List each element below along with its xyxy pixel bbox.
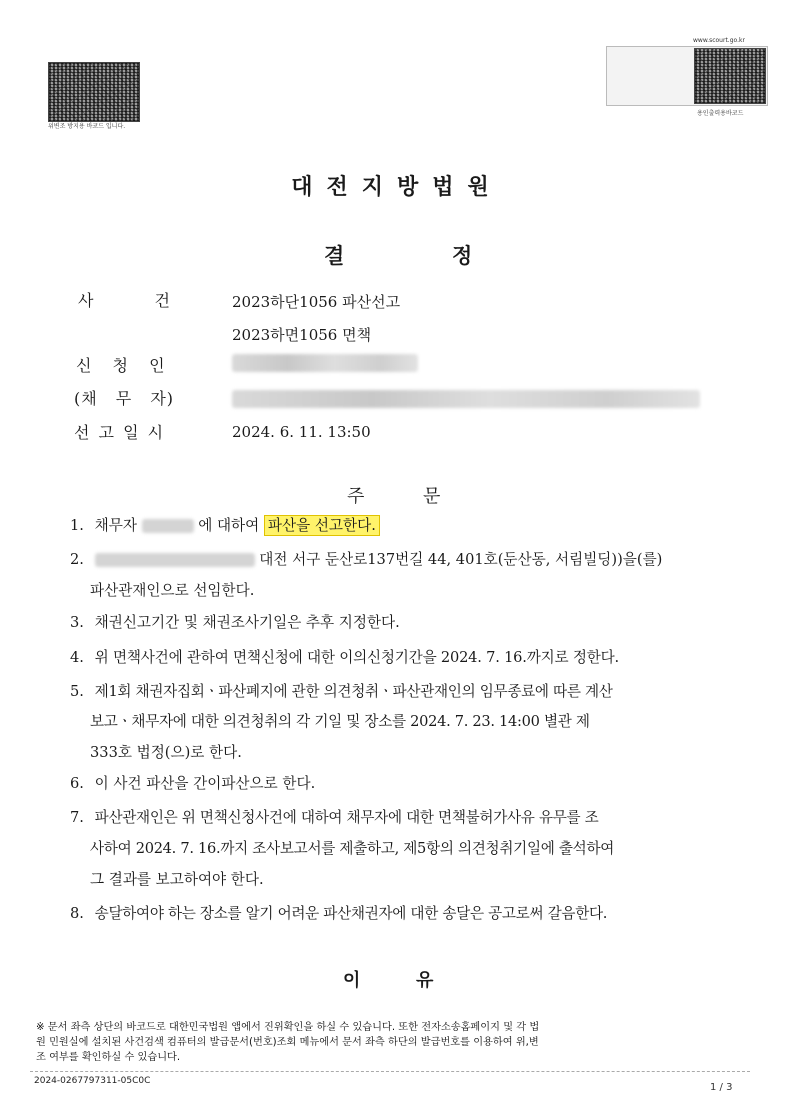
order-item-2 xyxy=(70,544,720,575)
case-label xyxy=(78,288,171,311)
item-number: 8. xyxy=(70,905,84,922)
item-number: 2. xyxy=(70,551,84,568)
item-number: 1. xyxy=(70,517,84,534)
doc-title-left: 결 xyxy=(324,244,345,268)
item-1-post: 에 대하여 xyxy=(198,517,264,534)
item-2-line-1: 대전 서구 둔산로137번길 44, 401호(둔산동, 서림빌딩))을(를) xyxy=(259,551,663,568)
order-item-5 xyxy=(70,676,750,707)
redacted-debtor-name xyxy=(142,519,194,533)
item-3-text: 채권신고기간 및 채권조사기일은 추후 지정한다. xyxy=(94,614,400,631)
order-item-1 xyxy=(70,510,720,541)
notice-line-3: 조 여부를 확인하실 수 있습니다. xyxy=(36,1052,181,1063)
item-6-text: 이 사건 파산을 간이파산으로 한다. xyxy=(94,775,316,792)
bankruptcy-declaration-highlight: 파산을 선고한다. xyxy=(264,515,380,536)
item-7-line-3: 그 결과를 보고하여야 한다. xyxy=(90,871,264,888)
item-number: 4. xyxy=(70,649,84,666)
notice-line-1: ※ 문서 좌측 상단의 바코드로 대한민국법원 앱에서 진위확인을 하실 수 있습니다. 또한 전자소송홈페이지 및 각 법 xyxy=(36,1022,540,1033)
order-item-3 xyxy=(70,607,720,638)
item-1-pre: 채무자 xyxy=(94,517,142,534)
court-name: 대전지방법원 xyxy=(291,175,503,200)
barcode-right-caption: 용인출력용바코드 xyxy=(697,110,744,117)
item-number: 6. xyxy=(70,775,84,792)
redacted-debtor-address xyxy=(232,390,700,408)
reason-heading-left: 이 xyxy=(343,970,361,991)
footer-divider xyxy=(30,1071,750,1072)
item-number: 3. xyxy=(70,614,84,631)
issuance-number: 2024-0267797311-05C0C xyxy=(34,1076,151,1086)
order-heading-left: 주 xyxy=(347,486,365,507)
applicant-label: 신 청 인 xyxy=(76,356,166,375)
order-item-6 xyxy=(70,768,720,799)
print-barcode-right xyxy=(694,48,766,104)
item-8-text: 송달하여야 하는 장소를 알기 어려운 파산채권자에 대한 송달은 공고로써 갈음한다. xyxy=(94,905,608,922)
item-7-line-1: 파산관재인은 위 면책신청사건에 대하여 채무자에 대한 면책불허가사유 유무를 조 xyxy=(94,809,599,826)
date-label: 선 고 일 시 xyxy=(74,423,166,442)
date-value: 2024. 6. 11. 13:50 xyxy=(232,423,371,441)
case-label-text: 사 건 xyxy=(78,291,171,310)
case-line-2: 2023하면1056 면책 xyxy=(232,326,372,344)
doc-title-right: 정 xyxy=(452,244,473,268)
notice-line-2: 원 민원실에 설치된 사건검색 컴퓨터의 발급문서(번호)조회 메뉴에서 문서 좌측 하단의 발급번호를 이용하여 위,변 xyxy=(36,1037,539,1048)
item-2-line-2: 파산관재인으로 선임한다. xyxy=(90,582,255,599)
redacted-trustee-name xyxy=(95,553,255,567)
item-7-line-2: 사하여 2024. 7. 16.까지 조사보고서를 제출하고, 제5항의 의견청취기일에 출석하여 xyxy=(90,840,615,857)
debtor-label: (채 무 자) xyxy=(74,389,175,408)
order-heading-right: 문 xyxy=(423,486,441,507)
order-item-8 xyxy=(70,898,750,929)
verification-barcode-left xyxy=(48,62,140,122)
item-5-line-3: 333호 법정(으)로 한다. xyxy=(90,744,242,761)
barcode-left-caption: 위변조 방지용 바코드 입니다. xyxy=(48,123,126,130)
case-line-1: 2023하단1056 파산선고 xyxy=(232,293,401,311)
reason-heading-right: 유 xyxy=(416,970,434,991)
page-number: 1 / 3 xyxy=(710,1082,733,1093)
item-4-text: 위 면책사건에 관하여 면책신청에 대한 이의신청기간을 2024. 7. 16.까지로 정한다. xyxy=(94,649,619,666)
barcode-right-url: www.scourt.go.kr xyxy=(693,37,745,44)
verification-notice xyxy=(36,1020,736,1065)
redacted-applicant-name xyxy=(232,354,418,372)
item-number: 7. xyxy=(70,809,84,826)
item-5-line-2: 보고ㆍ채무자에 대한 의견청취의 각 기일 및 장소를 2024. 7. 23. 14:00 별관 제 xyxy=(90,713,590,730)
order-item-4 xyxy=(70,642,750,673)
item-number: 5. xyxy=(70,683,84,700)
item-5-line-1: 제1회 채권자집회ㆍ파산폐지에 관한 의견청취ㆍ파산관재인의 임무종료에 따른 계산 xyxy=(94,683,613,700)
order-item-7 xyxy=(70,802,750,833)
